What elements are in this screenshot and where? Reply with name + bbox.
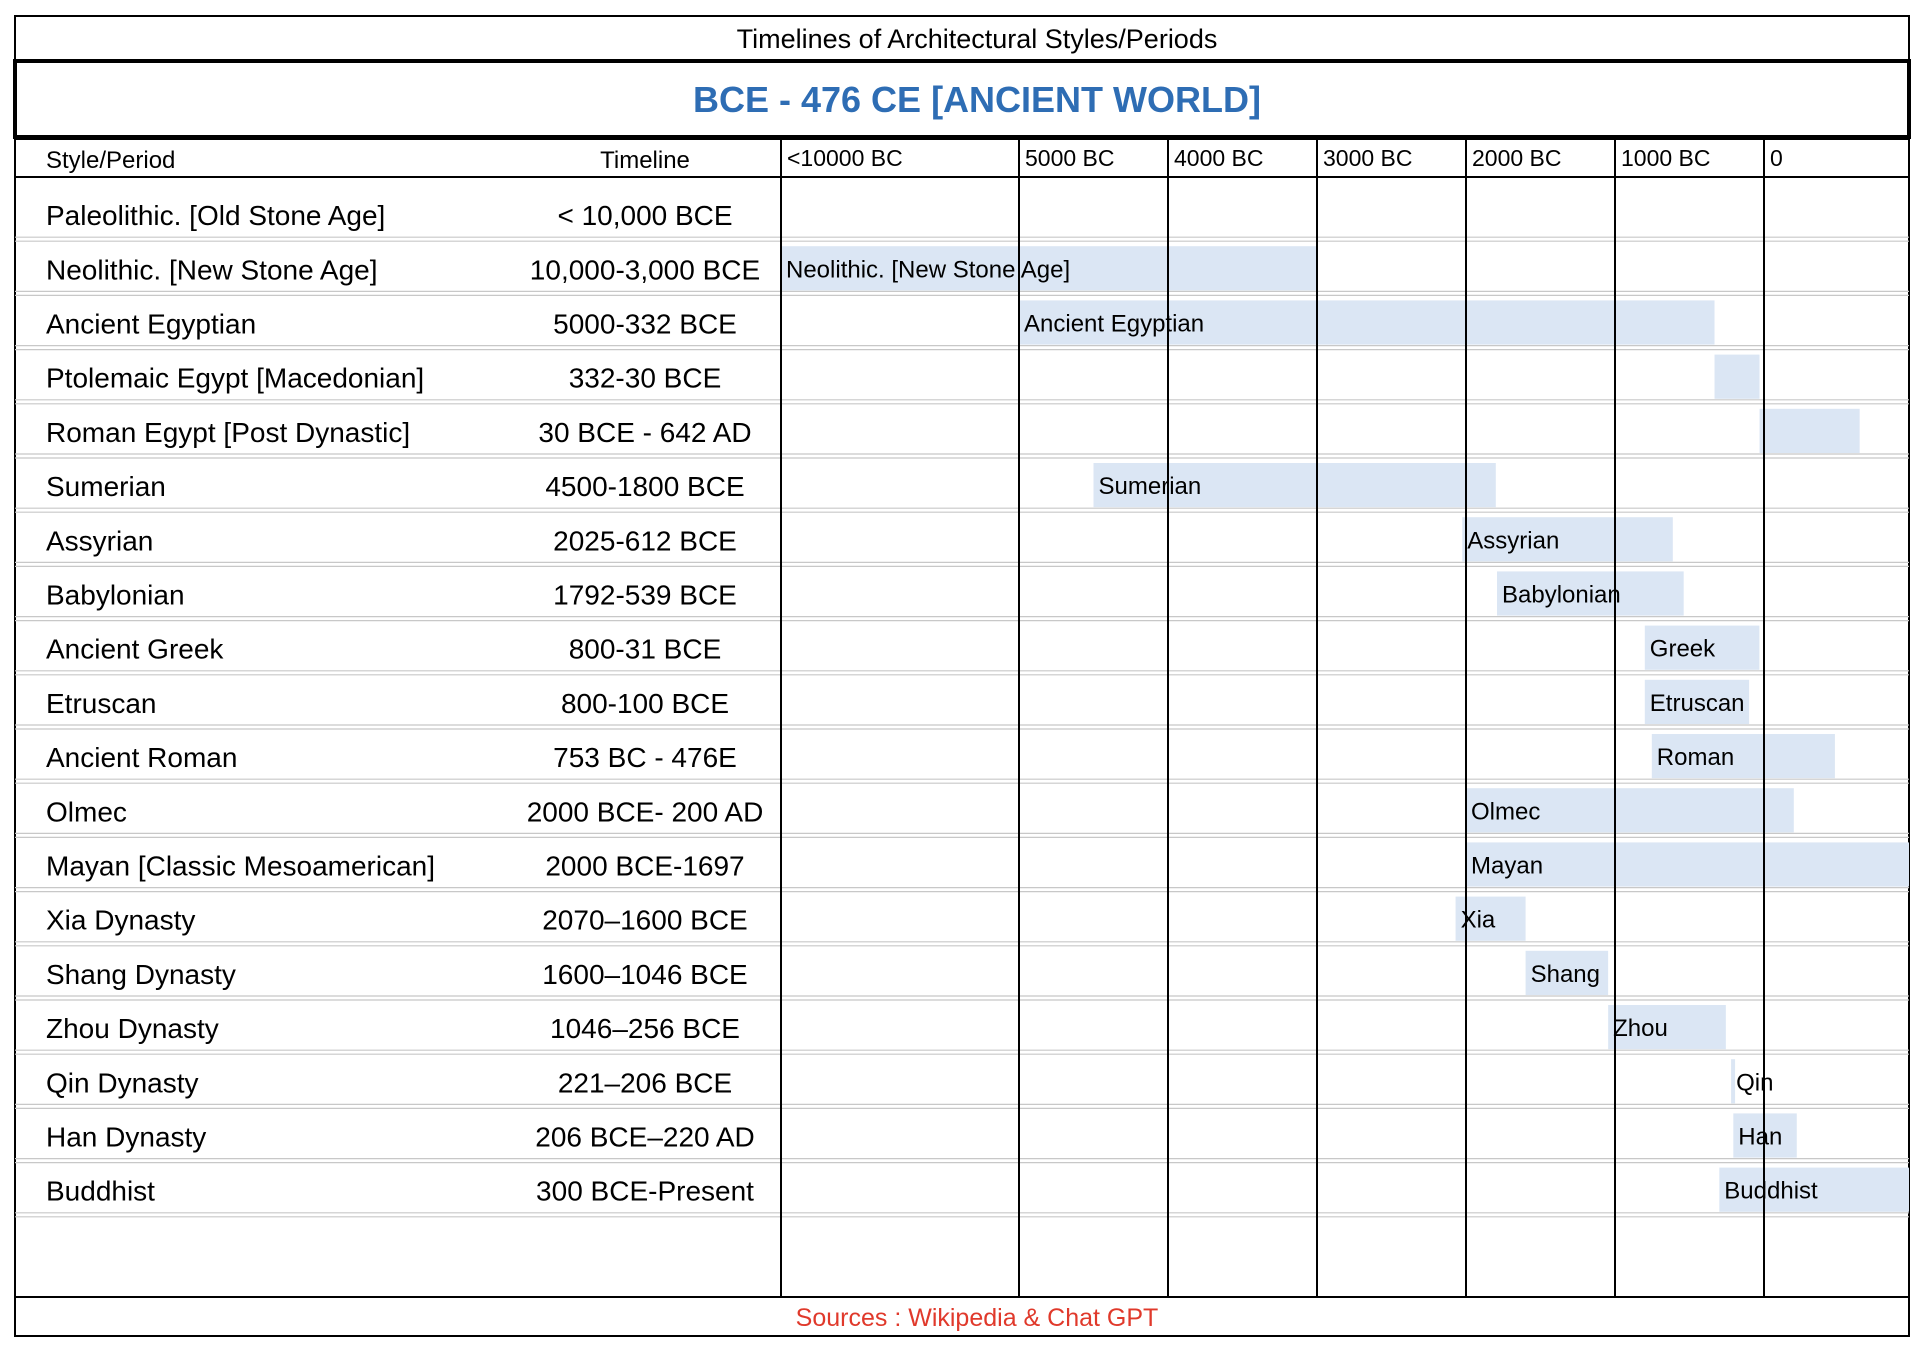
style-name: Xia Dynasty	[46, 904, 196, 936]
row-text	[46, 200, 1818, 1207]
bar-label: Sumerian	[1098, 473, 1202, 501]
timeline-range: 800-31 BCE	[568, 633, 722, 665]
axis-tick-label: 3000 BC	[1323, 145, 1413, 171]
bar-label: Ancient Egyptian	[1024, 310, 1205, 338]
style-name: Buddhist	[46, 1175, 155, 1207]
axis-tick-label: 5000 BC	[1025, 145, 1115, 171]
timeline-range: 30 BCE - 642 AD	[538, 416, 752, 448]
timeline-range: 800-100 BCE	[560, 687, 730, 719]
bar-label: Buddhist	[1724, 1177, 1818, 1205]
timeline-range: 10,000-3,000 BCE	[529, 254, 761, 286]
style-name: Shang Dynasty	[46, 958, 236, 990]
bar-label: Shang	[1530, 960, 1601, 988]
bar-label: Mayan	[1471, 852, 1544, 880]
timeline-range: 1600–1046 BCE	[542, 958, 748, 990]
timeline-range: 300 BCE-Present	[536, 1175, 754, 1207]
bar-label: Qin	[1736, 1069, 1774, 1097]
timeline-range: 332-30 BCE	[568, 362, 722, 394]
timeline-range: 2025-612 BCE	[553, 525, 737, 557]
style-name: Olmec	[46, 796, 127, 828]
style-name: Assyrian	[46, 525, 154, 557]
bar-label: Roman	[1656, 744, 1735, 772]
style-name: Babylonian	[46, 579, 185, 611]
timeline-range: 1046–256 BCE	[550, 1013, 740, 1045]
style-name: Han Dynasty	[46, 1121, 207, 1153]
bar-label: Greek	[1649, 635, 1716, 663]
timeline-range: 2070–1600 BCE	[542, 904, 748, 936]
axis-tick-label: 0	[1770, 145, 1783, 171]
axis-tick-label: 1000 BC	[1621, 145, 1711, 171]
axis-tick-labels	[787, 145, 1783, 171]
style-column-header: Style/Period	[46, 147, 176, 174]
timeline-bar	[1760, 409, 1860, 453]
timeline-bar	[1731, 1059, 1735, 1103]
bar-label: Assyrian	[1467, 527, 1560, 555]
timeline-bar	[1715, 355, 1760, 399]
timeline-range: 2000 BCE-1697	[545, 850, 745, 882]
style-name: Zhou Dynasty	[46, 1013, 219, 1045]
axis-tick-label: 2000 BC	[1472, 145, 1562, 171]
timeline-range: 1792-539 BCE	[553, 579, 737, 611]
timeline-range: 4500-1800 BCE	[545, 471, 745, 503]
style-name: Ptolemaic Egypt [Macedonian]	[46, 362, 425, 394]
timeline-range: 2000 BCE- 200 AD	[526, 796, 764, 828]
bar-label: Etruscan	[1649, 689, 1745, 717]
style-name: Ancient Egyptian	[46, 308, 257, 340]
bar-label: Han	[1738, 1123, 1783, 1151]
timeline-range: 221–206 BCE	[557, 1067, 733, 1099]
source-note: Sources : Wikipedia & Chat GPT	[795, 1304, 1159, 1332]
style-name: Qin Dynasty	[46, 1067, 199, 1099]
style-name: Etruscan	[46, 687, 157, 719]
axis-tick-label: <10000 BC	[787, 145, 903, 171]
style-name: Neolithic. [New Stone Age]	[46, 254, 378, 286]
axis-tick-label: 4000 BC	[1174, 145, 1264, 171]
bar-label: Zhou	[1613, 1015, 1668, 1043]
timeline-column-header: Timeline	[600, 147, 690, 174]
bar-label: Xia	[1460, 906, 1496, 934]
timeline-range: < 10,000 BCE	[557, 200, 733, 232]
style-name: Mayan [Classic Mesoamerican]	[46, 850, 436, 882]
bar-label: Olmec	[1471, 798, 1541, 826]
style-name: Roman Egypt [Post Dynastic]	[46, 416, 411, 448]
style-name: Sumerian	[46, 471, 166, 503]
bar-label: Neolithic. [New Stone Age]	[786, 256, 1071, 284]
style-name: Ancient Roman	[46, 742, 238, 774]
style-name: Paleolithic. [Old Stone Age]	[46, 200, 386, 232]
bar-label: Babylonian	[1501, 581, 1621, 609]
timeline-range: 753 BC - 476E	[553, 742, 737, 774]
chart-subtitle: BCE - 476 CE [ANCIENT WORLD]	[692, 79, 1262, 120]
timeline-range: 5000-332 BCE	[553, 308, 737, 340]
chart-title: Timelines of Architectural Styles/Periods	[736, 24, 1218, 54]
timeline-range: 206 BCE–220 AD	[535, 1121, 755, 1153]
style-name: Ancient Greek	[46, 633, 224, 665]
